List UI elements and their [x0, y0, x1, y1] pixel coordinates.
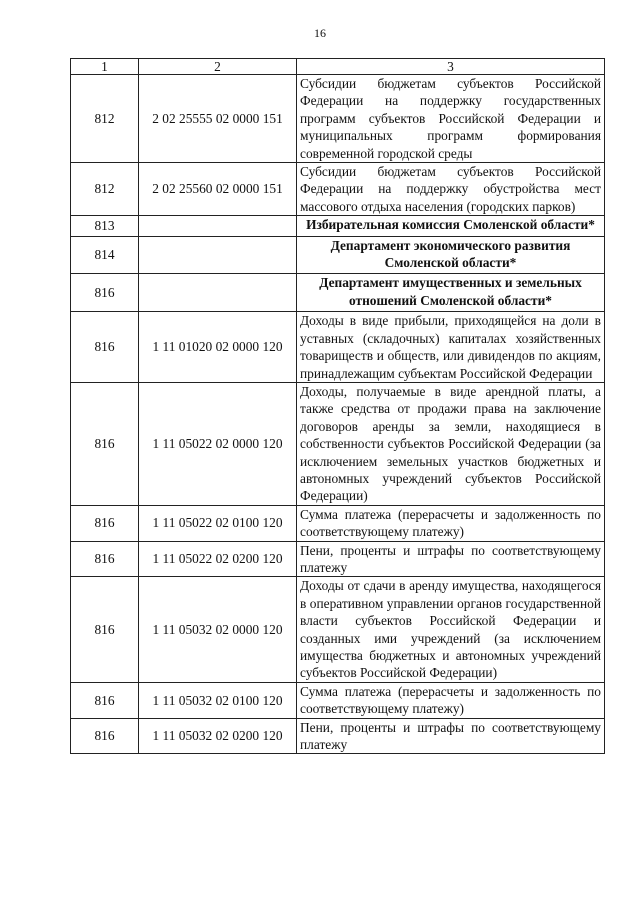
table-row	[71, 163, 605, 216]
budget-codes-table	[70, 58, 605, 754]
admin-code-cell: 814	[71, 236, 139, 274]
column-header-2: 2	[139, 59, 297, 75]
department-name-cell: Избирательная комиссия Смоленской области*	[297, 216, 605, 236]
revenue-code-cell: 1 11 05032 02 0100 120	[139, 682, 297, 718]
department-name-cell: Департамент имущественных и земельных отношений Смоленской области*	[297, 274, 605, 312]
revenue-code-cell	[139, 274, 297, 312]
revenue-description-cell: Доходы от сдачи в аренду имущества, находящегося в оперативном управлении органов государственной власти субъектов Российской Федерации и созданных ими учреждений (за исключением имущества бюджетных и автономных учреждений субъектов Российской Федерации)	[297, 577, 605, 682]
revenue-code-cell	[139, 216, 297, 236]
admin-code-cell: 816	[71, 718, 139, 754]
table-row	[71, 382, 605, 505]
table-section-row	[71, 216, 605, 236]
admin-code-cell: 812	[71, 75, 139, 163]
revenue-code-cell: 1 11 05022 02 0000 120	[139, 382, 297, 505]
table-row	[71, 682, 605, 718]
department-name-cell: Департамент экономического развития Смоленской области*	[297, 236, 605, 274]
table-row	[71, 541, 605, 577]
revenue-description-cell: Пени, проценты и штрафы по соответствующему платежу	[297, 718, 605, 754]
table-row	[71, 577, 605, 682]
revenue-description-cell: Пени, проценты и штрафы по соответствующему платежу	[297, 541, 605, 577]
admin-code-cell: 816	[71, 382, 139, 505]
revenue-description-cell: Субсидии бюджетам субъектов Российской Федерации на поддержку обустройства мест массового отдыха населения (городских парков)	[297, 163, 605, 216]
admin-code-cell: 816	[71, 541, 139, 577]
admin-code-cell: 816	[71, 682, 139, 718]
revenue-description-cell: Сумма платежа (перерасчеты и задолженность по соответствующему платежу)	[297, 682, 605, 718]
revenue-code-cell: 2 02 25555 02 0000 151	[139, 75, 297, 163]
table-header-row	[71, 59, 605, 75]
admin-code-cell: 816	[71, 312, 139, 383]
revenue-description-cell: Доходы, получаемые в виде арендной платы, а также средства от продажи права на заключение договоров аренды за земли, находящиеся в собственности субъектов Российской Федерации (за исключением земельных участков бюджетных и автономных учреждений субъектов Российской Федерации)	[297, 382, 605, 505]
table-row	[71, 718, 605, 754]
admin-code-cell: 816	[71, 505, 139, 541]
table-row	[71, 75, 605, 163]
revenue-code-cell: 1 11 05022 02 0100 120	[139, 505, 297, 541]
table-section-row	[71, 274, 605, 312]
revenue-code-cell: 2 02 25560 02 0000 151	[139, 163, 297, 216]
revenue-description-cell: Доходы в виде прибыли, приходящейся на доли в уставных (складочных) капиталах хозяйственных товариществ и обществ, или дивидендов по акциям, принадлежащим субъектам Российской Федерации	[297, 312, 605, 383]
table-section-row	[71, 236, 605, 274]
admin-code-cell: 816	[71, 577, 139, 682]
table-row	[71, 312, 605, 383]
revenue-code-cell: 1 11 01020 02 0000 120	[139, 312, 297, 383]
revenue-description-cell: Субсидии бюджетам субъектов Российской Федерации на поддержку государственных программ субъектов Российской Федерации и муниципальных программ формирования современной городской среды	[297, 75, 605, 163]
revenue-code-cell: 1 11 05032 02 0200 120	[139, 718, 297, 754]
column-header-3: 3	[297, 59, 605, 75]
column-header-1: 1	[71, 59, 139, 75]
page-number: 16	[314, 26, 326, 40]
admin-code-cell: 813	[71, 216, 139, 236]
revenue-code-cell: 1 11 05032 02 0000 120	[139, 577, 297, 682]
admin-code-cell: 816	[71, 274, 139, 312]
table-row	[71, 505, 605, 541]
admin-code-cell: 812	[71, 163, 139, 216]
revenue-code-cell: 1 11 05022 02 0200 120	[139, 541, 297, 577]
revenue-description-cell: Сумма платежа (перерасчеты и задолженность по соответствующему платежу)	[297, 505, 605, 541]
revenue-code-cell	[139, 236, 297, 274]
table-body	[71, 75, 605, 754]
